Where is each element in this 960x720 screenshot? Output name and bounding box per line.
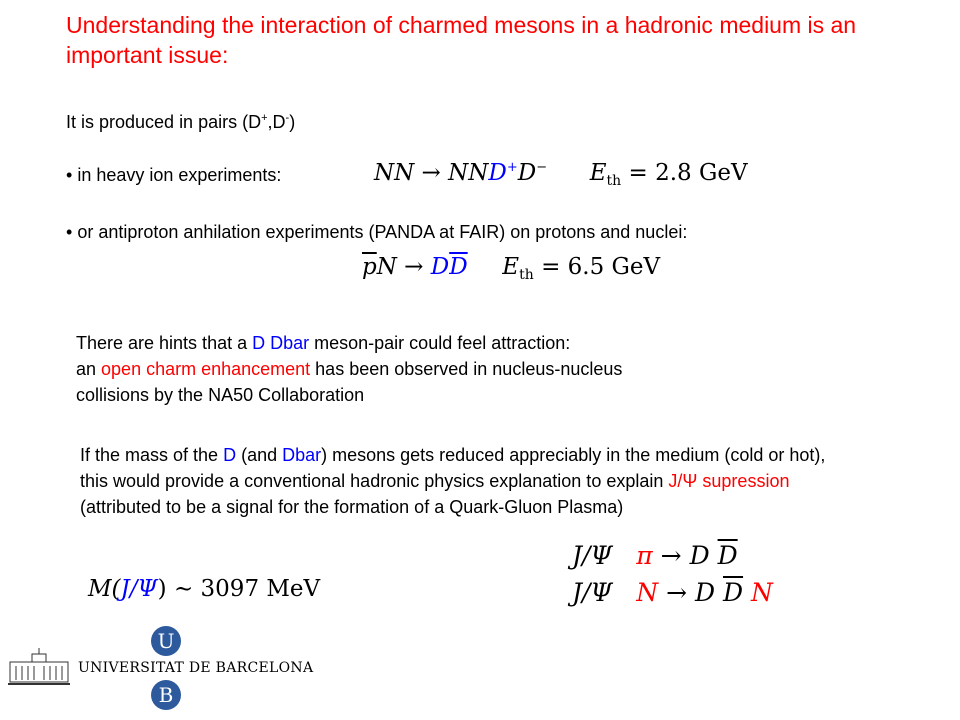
eq-nn-sub: th [606,173,622,189]
eq-nn-value: = 2.8 GeV [628,160,748,186]
hints-paragraph [76,330,876,408]
eq-r1-dbar: $\overline{D}$ [717,541,738,570]
slide-title: Understanding the interaction of charmed mesons in a hadronic medium is an important issue: [66,12,857,68]
eq-pbar-p: $\overline{p}$ [362,254,377,280]
eq-r2-dbar: $\overline{D}$ [723,578,744,607]
hints-l1-dbar: Dbar [270,333,310,353]
hints-line-1 [76,330,876,356]
eq-pbar-n: N → [376,254,424,280]
pairs-close: ) [289,112,296,132]
eq-r1-d: D [689,541,710,570]
pairs-line [66,106,295,134]
equation-mass [88,576,320,602]
eq-r2-d: D [695,578,716,607]
eq-pbar-sub: th [519,267,534,283]
mass-dbar: Dbar [282,445,322,465]
hints-line-3: collisions by the NA50 Collaboration [76,385,365,405]
eq-nn-d2: D [517,160,537,186]
eq-nn-e: E [589,160,607,186]
mass-t2: (and [236,445,283,465]
eq-mass-rest: ) ∼ 3097 MeV [157,576,321,602]
equation-jpsi-n [572,578,773,607]
equation-pbar [362,254,661,283]
eq-r1-jpsi: J/Ψ [572,541,613,570]
eq-r2-n2: N [751,578,773,607]
eq-r1-arrow: → [660,541,682,570]
hints-l2-a: an [76,359,102,379]
university-logo [4,622,314,714]
mass-t3: ) mesons gets reduced appreciably in the medium (cold or hot), this would provide a conventional hadronic physics explanation to explain [80,445,826,491]
hints-l1-d: D [252,333,266,353]
eq-r2-n: N [636,578,659,607]
bullet-dot: • [66,222,73,242]
logo-circle-u: U [151,626,181,656]
bullet-heavy-ion-text: in heavy ion experiments: [77,165,282,185]
eq-pbar-e: E [502,254,520,280]
bullet-heavy-ion [66,163,281,187]
eq-pbar-d: D [430,254,450,280]
eq-r1-pi: π [636,541,653,570]
bullet-antiproton-text: or antiproton anhilation experiments (PANDA at FAIR) on protons and nuclei: [77,222,688,242]
equation-nn [374,160,748,189]
mass-d: D [223,445,237,465]
university-name: UNIVERSITAT DE BARCELONA [78,660,314,676]
hints-l1-b: meson-pair could feel attraction: [309,333,571,353]
eq-mass-jpsi: J/Ψ [120,576,158,602]
logo-circle-b: B [151,680,181,710]
hints-l2-red: open charm enhancement [101,359,311,379]
pairs-text: It is produced in pairs (D [66,112,262,132]
pairs-sup-minus: - [285,112,290,124]
mass-t1: If the mass of the [80,445,224,465]
mass-paragraph [80,442,850,520]
equation-jpsi-pi [572,541,738,570]
hints-line-2 [76,356,876,382]
eq-r2-arrow: → [666,578,688,607]
building-icon [8,648,70,686]
eq-mass-m: M( [88,576,121,602]
mass-t4: (attributed to be a signal for the formation of a Quark-Gluon Plasma) [80,497,624,517]
pairs-comma-d: ,D [267,112,286,132]
bullet-antiproton [66,220,687,244]
eq-pbar-value: = 6.5 GeV [541,254,661,280]
hints-l2-b: has been observed in nucleus-nucleus [310,359,623,379]
eq-nn-lhs: NN → NN [374,160,489,186]
pairs-sup-plus: + [261,112,268,124]
bullet-dot: • [66,165,73,185]
eq-nn-d: D [488,160,507,186]
hints-l1-a: There are hints that a [76,333,253,353]
eq-pbar-dbar: $\overline{D}$ [449,254,468,280]
eq-nn-sup-minus: − [536,160,548,175]
eq-nn-sup-plus: + [506,160,518,175]
eq-r2-jpsi: J/Ψ [572,578,613,607]
mass-jpsi: J/Ψ supression [668,471,790,491]
